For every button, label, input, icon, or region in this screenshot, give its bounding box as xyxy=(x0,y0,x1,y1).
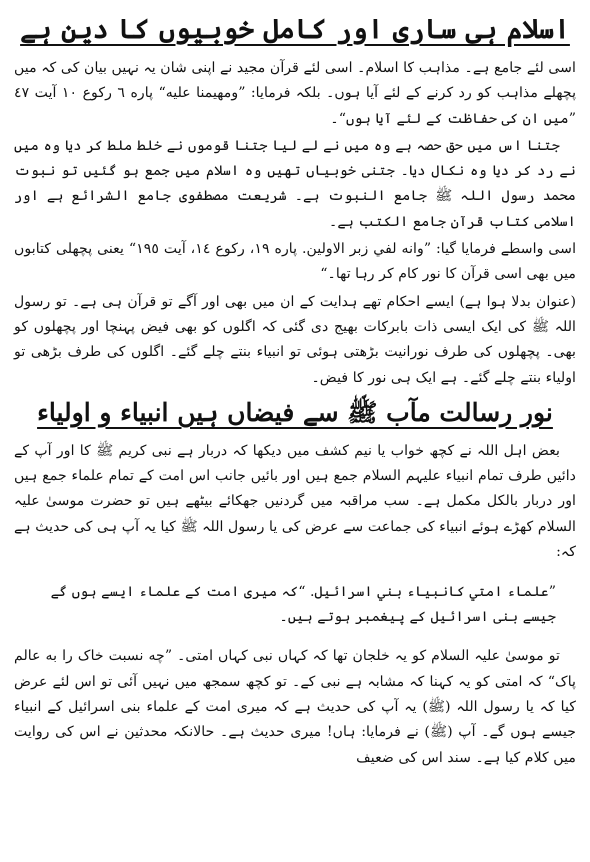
paragraph-3: اسی واسطے فرمایا گیا: ”وانه لفي زبر الاولين. پاره ١٩، ركوع ١٤، آيت ١٩٥“ یعنی پچھلی کتابوں میں بھی اسی قرآن کا نور کام کر رہا تھا۔“ xyxy=(14,241,577,283)
paragraph-4: (عنوان بدلا ہوا ہے) ایسے احکام تھے ہدایت کے ان میں بھی اور آگے تو قرآن ہی ہے۔ تو رسول اللہ ﷺ کی ایک ایسی ذات بابرکات بھیج دی گئی کہ اگلوں کو بھی فیض پہنچا اور پچھلوں کو بھی۔ پچھلوں کی طرف نورانیت بڑھتی ہوئی تو انبیاء بنتے چلے گئے۔ اگلوں کی طرف بڑھی تو اولیاء بنتے چلے گئے۔ ہے ایک ہی نور کا فیض۔ xyxy=(14,293,576,386)
paragraph-5: بعض اہل اللہ نے کچھ خواب یا نیم کشف میں دیکھا کہ دربار ہے نبی کریم ﷺ کا اور آپ کے دائیں طرف تمام انبیاء علیہم السلام جمع ہیں اور بائیں جانب اس امت کے تمام علماء جمع ہیں اور دربار بالکل مکمل ہے۔ سب مراقبہ میں گردنیں جھکائے بیٹھے ہیں تو حضرت موسیٰ علیہ السلام کھڑے ہوئے انبیاء کی جماعت سے عرض کی یا رسول اللہ ﷺ کیا یہ آپ ہی کی حدیث ہے کہ: xyxy=(14,442,576,561)
paragraph-2: جتنا اس میں حق حصہ ہے وہ میں نے لے لیا جتنا قوموں نے خلط ملط کر دیا وہ میں نے رد کر دیا وہ نکال دیا۔ جتنی خوبیاں تھیں وہ اسلام میں جمع ہو گئیں تو نبوت محمد رسول اللہ ﷺ جامع النبوت ہے۔ شریعت مصطفوی جامع الشرائع ہے اور اسلامی کتاب قرآن جامع الکتب ہے۔ xyxy=(14,137,576,230)
hadith-quote: ”علماء امتي كانبياء بني اسرائيل. “کہ میری امت کے علماء ایسے ہوں گے جیسے بنی اسرائیل کے پیغمبر ہوتے ہیں۔ xyxy=(50,583,556,625)
heading-noor-risalat: نور رسالت مآب ﷺ سے فیضاں ہیں انبیاء و اولیاء xyxy=(37,397,553,427)
paragraph-6: تو موسیٰ علیہ السلام کو یہ خلجان تھا کہ کہاں نبی کہاں امتی۔ ”چه نسبت خاک را به عالم پاک“ کہ امتی کو یہ کہنا کہ مشابہ ہے نبی کے۔ تو کچھ سمجھ میں نہیں آئی تو اس لئے عرض کیا کہ یا رسول اللہ (ﷺ) یہ آپ کی حدیث ہے کہ میری امت کے علماء بنی اسرائیل کے انبیاء جیسے ہوں گے۔ آپ (ﷺ) نے فرمایا: ہاں! میری حدیث ہے۔ حالانکہ محدثین نے اس کی روایت میں کلام کیا ہے۔ سند اس کی ضعیف xyxy=(14,648,576,766)
heading-islam-complete-religion: اسلام ہی ساری اور کامل خوبیوں کا دین ہے xyxy=(20,14,570,45)
paragraph-1: اسی لئے جامع ہے۔ مذاہب کا اسلام۔ اسی لئے قرآن مجید نے اپنی شان یہ نہیں بیان کی کہ میں پچھلے مذاہب کو رد کرنے کے لئے آیا ہوں۔ بلکہ فرمایا: ”ومهيمنا عليه“ پاره ٦ ركوع ١٠ آيت ٤٧ ”میں ان کی حفاظت کے لئے آیا ہوں“۔ xyxy=(14,60,577,127)
